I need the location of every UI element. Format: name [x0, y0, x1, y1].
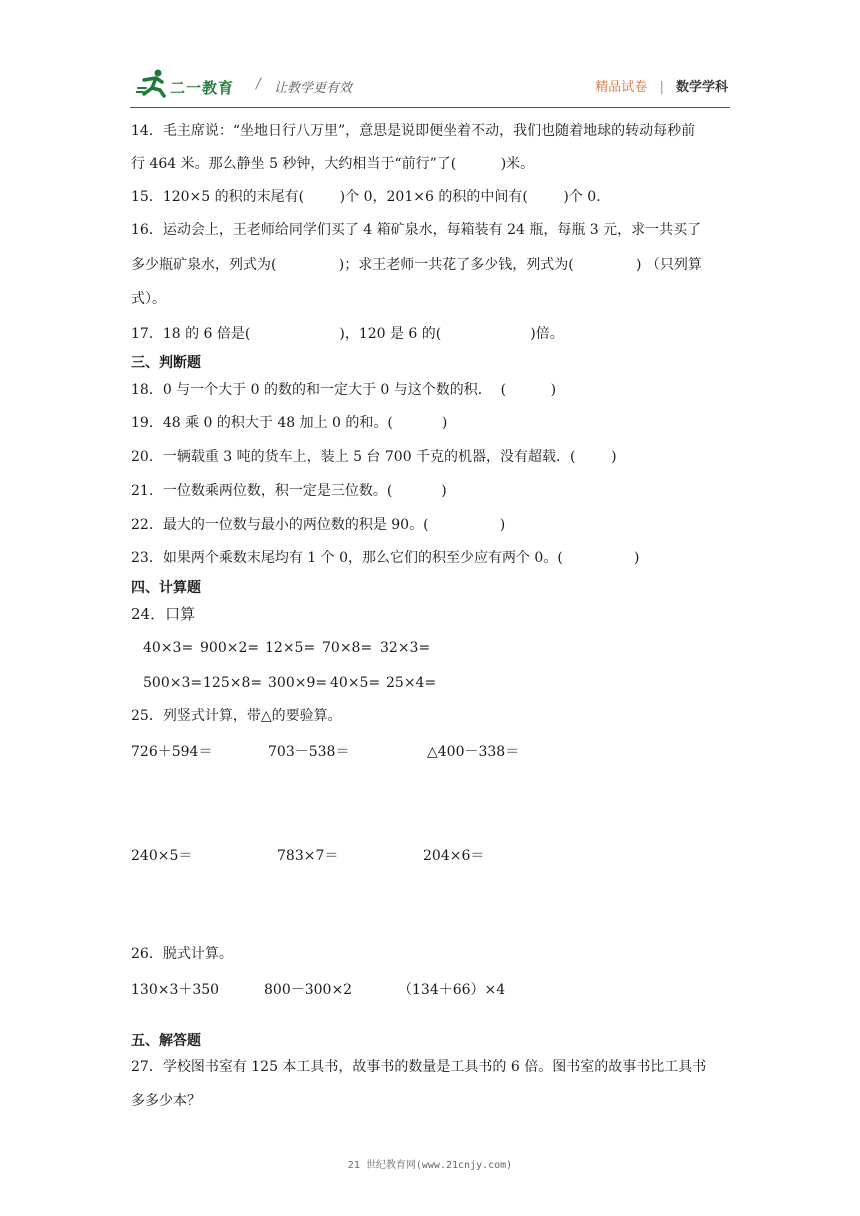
q17-line: 17．18 的 6 倍是( )，120 是 6 的( )倍。: [131, 326, 564, 342]
page-header: [130, 62, 730, 108]
q25-item: △400－338＝: [427, 744, 520, 760]
q25-item: 204×6＝: [423, 848, 485, 864]
q24-item: 25×4=: [386, 675, 437, 691]
section-answer-heading: 五、解答题: [131, 1033, 201, 1049]
badge-separator: |: [659, 80, 664, 95]
q22-line: 22．最大的一位数与最小的两位数的积是 90。( ): [131, 517, 506, 533]
q18-line: 18．0 与一个大于 0 的数的和一定大于 0 与这个数的积． ( ): [131, 382, 557, 398]
badge-subject: 数学学科: [675, 80, 728, 95]
page-footer: 21 世纪教育网(www.21cnjy.com): [347, 1160, 513, 1171]
q25-item: 726＋594＝: [131, 744, 213, 760]
q16-line1: 16．运动会上，王老师给同学们买了 4 箱矿泉水，每箱装有 24 瓶，每瓶 3 元，求一共买了: [131, 222, 702, 238]
section-judge-heading: 三、判断题: [131, 355, 201, 371]
q27-line1: 27．学校图书室有 125 本工具书，故事书的数量是工具书的 6 倍。图书室的故事书比工具书: [131, 1059, 707, 1075]
q24-item: 900×2=: [200, 640, 260, 656]
q26-item: （134＋66）×4: [398, 982, 506, 998]
slogan-separator: /: [256, 76, 261, 92]
q16-line2: 多少瓶矿泉水，列式为( )；求王老师一共花了多少钱，列式为( ) （只列算: [131, 257, 702, 273]
q26-item: 130×3＋350: [131, 982, 220, 998]
q25-item: 703－538＝: [268, 744, 350, 760]
q14-line1: 14．毛主席说：“坐地日行八万里”，意思是说即便坐着不动，我们也随着地球的转动每秒前: [131, 123, 696, 139]
q19-line: 19．48 乘 0 的积大于 48 加上 0 的和。( ): [131, 415, 448, 431]
q16-line3: 式）。: [131, 291, 166, 307]
q23-line: 23．如果两个乘数末尾均有 1 个 0，那么它们的积至少应有两个 0。( ): [131, 550, 640, 566]
q24-item: 500×3=: [143, 675, 203, 691]
q24-item: 125×8=: [203, 675, 263, 691]
badge-quality: 精品试卷: [595, 80, 648, 95]
q20-line: 20．一辆载重 3 吨的货车上，装上 5 台 700 千克的机器，没有超载．( ): [131, 449, 617, 465]
header-badges: [595, 76, 728, 95]
section-calc-heading: 四、计算题: [131, 580, 201, 596]
header-rule: [130, 107, 730, 108]
q24-item: 70×8=: [322, 640, 373, 656]
q25-item: 240×5＝: [131, 848, 193, 864]
q21-line: 21．一位数乘两位数，积一定是三位数。( ): [131, 483, 447, 499]
runner-logo-icon: [136, 68, 170, 98]
slogan: 让教学更有效: [274, 81, 353, 96]
logo: [136, 68, 256, 102]
q15-line: 15．120×5 的积的末尾有( )个 0，201×6 的积的中间有( )个 0．: [131, 189, 611, 205]
q24-item: 40×3=: [143, 640, 194, 656]
q26-title: 26．脱式计算。: [131, 946, 233, 962]
q26-item: 800－300×2: [264, 982, 353, 998]
q27-line2: 多多少本？: [131, 1093, 201, 1109]
q24-item: 300×9=: [268, 675, 328, 691]
q14-line2: 行 464 米。那么静坐 5 秒钟，大约相当于“前行”了( )米。: [131, 156, 535, 172]
q24-item: 12×5=: [265, 640, 316, 656]
q24-item: 40×5=: [330, 675, 381, 691]
q25-title: 25．列竖式计算，带△的要验算。: [131, 708, 342, 724]
q24-title: 24．口算: [131, 605, 196, 623]
q24-item: 32×3=: [380, 640, 431, 656]
q25-item: 783×7＝: [277, 848, 339, 864]
logo-text: 二一教育: [170, 79, 235, 97]
